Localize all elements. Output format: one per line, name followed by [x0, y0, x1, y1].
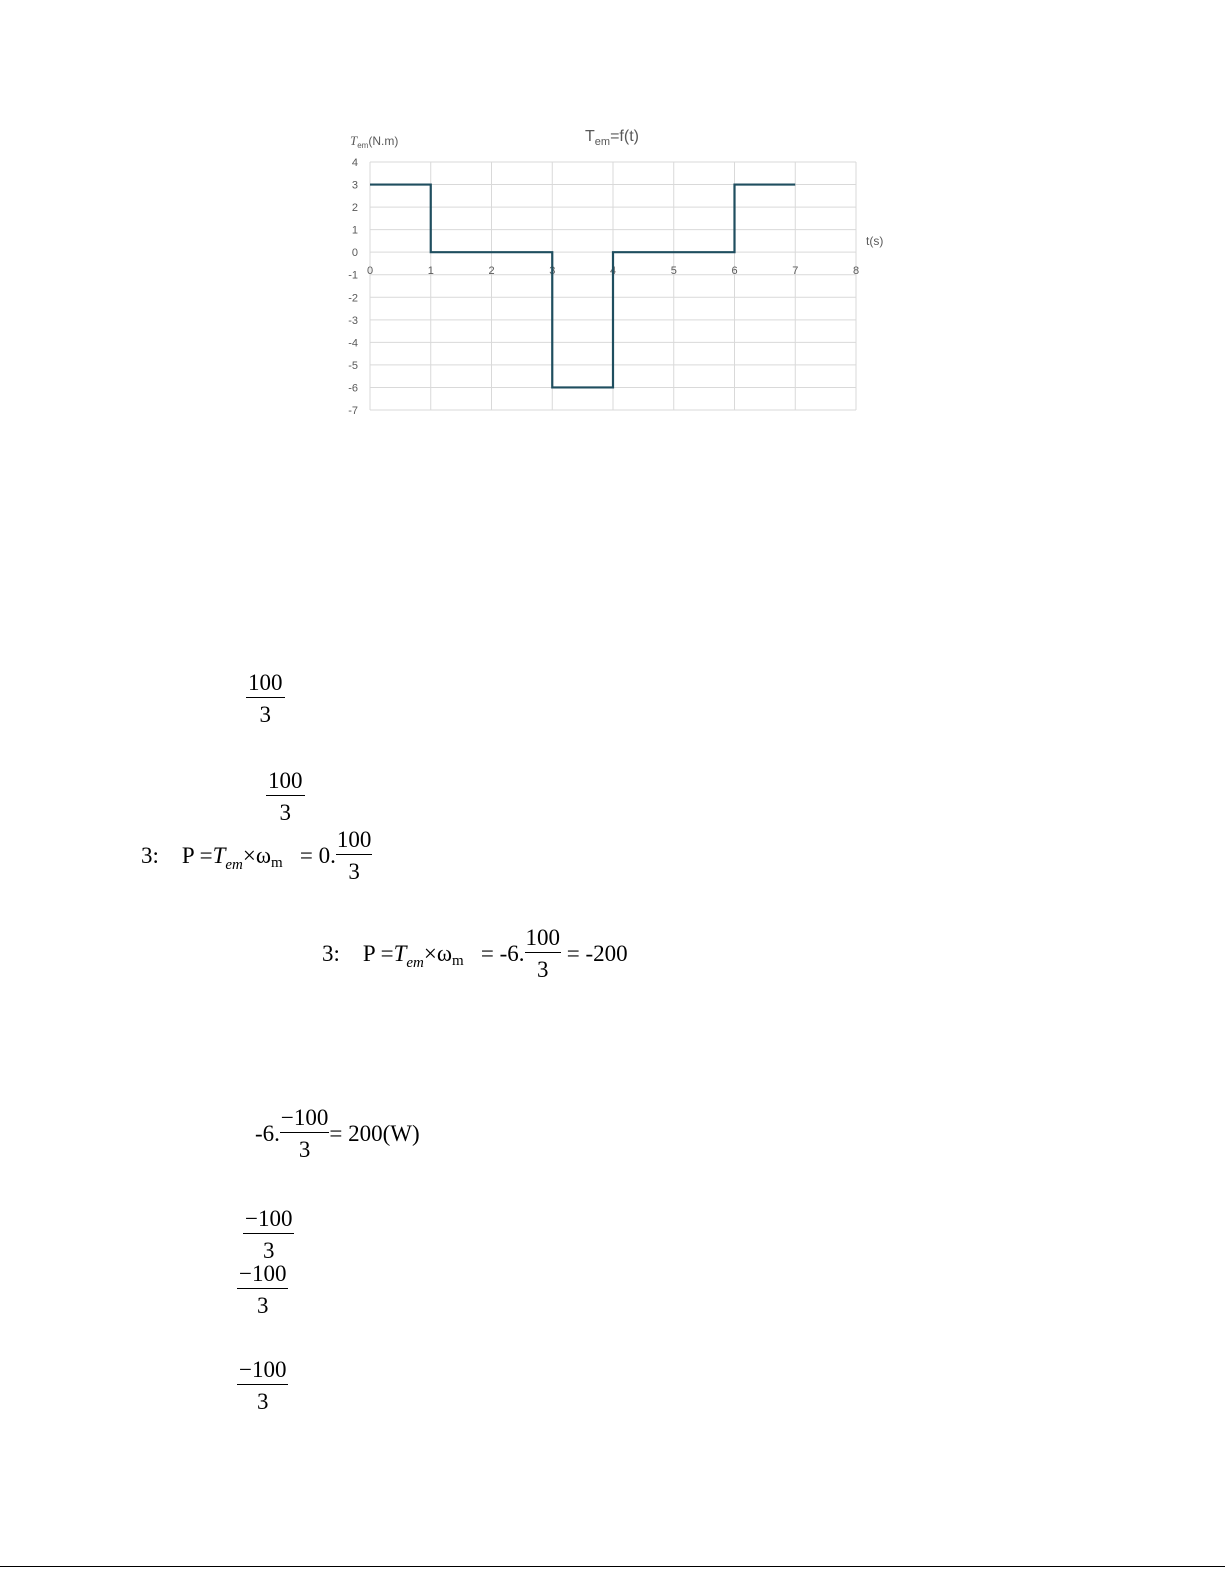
fraction-5-numerator: −100 [237, 1358, 288, 1385]
torque-chart [0, 0, 1225, 440]
x-tick-label: 6 [731, 265, 738, 278]
x-tick-label: 0 [366, 265, 374, 278]
y-tick-label: -7 [348, 405, 358, 417]
x-tick-label: 2 [488, 265, 495, 278]
equation-3-lead: -6. [255, 1120, 280, 1146]
y-tick-label: -2 [348, 292, 358, 305]
x-tick-label: 4 [609, 265, 617, 278]
equation-1-denominator: 3 [348, 859, 360, 884]
y-tick-label: 3 [351, 179, 358, 192]
fraction-5-denominator: 3 [256, 1389, 269, 1414]
power-equation-3 [255, 1105, 420, 1163]
equation-3-result: = 200(W) [329, 1120, 420, 1146]
y-tick-label: 1 [351, 224, 358, 237]
chart-series-line [370, 185, 795, 388]
y-tick-label: -4 [348, 337, 358, 350]
power-equation-1 [141, 827, 372, 885]
equation-1-numerator: 100 [336, 828, 373, 855]
equation-1-p: P = [181, 842, 213, 868]
equation-1-t: T [212, 842, 226, 868]
equation-3-denominator: 3 [298, 1137, 311, 1162]
fraction-3-denominator: 3 [262, 1238, 275, 1263]
power-equation-2 [322, 925, 628, 983]
equation-2-times: ×ω [423, 940, 452, 966]
equation-1-fraction [336, 828, 373, 883]
equation-2-result: = -200 [566, 940, 628, 966]
y-tick-label: -3 [348, 314, 358, 327]
fraction-5 [237, 1358, 288, 1413]
fraction-2-denominator: 3 [279, 800, 291, 825]
fraction-3 [243, 1207, 294, 1262]
equation-3-numerator: −100 [280, 1106, 329, 1133]
chart-title: $T_{em}=f(t)$ [585, 128, 639, 148]
fraction-4 [237, 1262, 288, 1317]
equation-2-fraction [525, 926, 562, 981]
equation-1-m: m [270, 854, 283, 871]
equation-2-m: m [451, 952, 464, 969]
footer-rule [0, 1566, 1225, 1567]
x-tick-label: 3 [549, 265, 556, 278]
equation-2-eq: = -6. [480, 940, 525, 966]
x-tick-label: 1 [427, 265, 434, 278]
fraction-4-denominator: 3 [256, 1293, 269, 1318]
equation-2-sub: em [406, 954, 424, 971]
chart-ticks [348, 157, 859, 417]
equation-3-fraction [280, 1106, 329, 1161]
equation-1-eq: = 0. [299, 842, 336, 868]
equation-1-times: ×ω [242, 842, 271, 868]
fraction-1-denominator: 3 [259, 702, 271, 727]
fraction-1-numerator: 100 [246, 671, 285, 698]
y-tick-label: -5 [348, 359, 358, 372]
fraction-2-numerator: 100 [266, 769, 305, 796]
equation-1-sub: em [225, 856, 243, 873]
x-tick-label: 8 [852, 265, 860, 278]
x-tick-label: 5 [670, 265, 677, 278]
y-tick-label: -1 [348, 269, 358, 282]
y-tick-label: 0 [351, 247, 358, 260]
equation-2-lead: 3: [322, 940, 340, 966]
chart-y-axis-label: $T_{em}(N.m)$ [350, 133, 399, 150]
equation-2-numerator: 100 [525, 926, 562, 953]
y-tick-label: 4 [351, 157, 358, 169]
x-tick-label: 7 [792, 265, 799, 278]
equation-2-t: T [393, 940, 407, 966]
fraction-1 [246, 671, 285, 726]
equation-2-p: P = [362, 940, 394, 966]
fraction-3-numerator: −100 [243, 1207, 294, 1234]
y-tick-label: -6 [348, 382, 358, 395]
fraction-2 [266, 769, 305, 824]
y-tick-label: 2 [351, 202, 358, 215]
fraction-4-numerator: −100 [237, 1262, 288, 1289]
chart-x-axis-label: t(s) [866, 234, 884, 248]
equation-2-denominator: 3 [537, 957, 549, 982]
equation-1-lead: 3: [141, 842, 159, 868]
